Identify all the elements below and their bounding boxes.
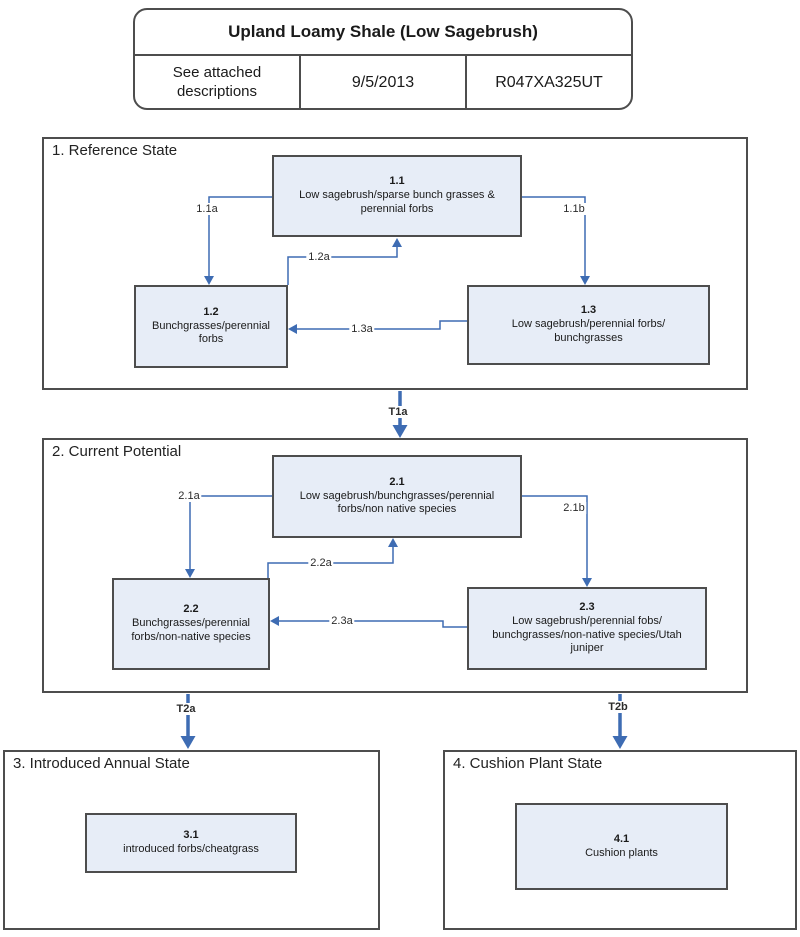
page-title: Upland Loamy Shale (Low Sagebrush): [135, 10, 631, 56]
state-box-1-3: [467, 285, 710, 365]
state-box-2-2: [112, 578, 270, 670]
section-label-2: 2. Current Potential: [52, 443, 182, 460]
state-box-2-3-text: Low sagebrush/perennial fobs/ bunchgrasses/non-native species/Utah juniper: [492, 614, 682, 655]
state-box-1-1: [272, 155, 522, 237]
state-box-2-3-id: 2.3: [579, 601, 595, 613]
state-box-1-1-text: Low sagebrush/sparse bunch grasses & perennial forbs: [299, 189, 495, 215]
state-box-4-1: [515, 803, 728, 890]
pathway-label-2-1b: 2.1b: [563, 502, 585, 514]
state-box-1-3-text: Low sagebrush/perennial forbs/ bunchgrasses: [511, 318, 666, 344]
state-box-1-1-id: 1.1: [389, 175, 405, 188]
pathway-label-2-2a: 2.2a: [310, 557, 332, 569]
pathway-label-1-1a: 1.1a: [196, 203, 218, 215]
state-box-3-1-text: introduced forbs/cheatgrass: [123, 843, 259, 855]
pathway-label-1-3a: 1.3a: [351, 323, 373, 335]
state-box-2-1-text: Low sagebrush/bunchgrasses/perennial forbs/non native species: [299, 489, 495, 516]
state-box-4-1-text: Cushion plants: [585, 846, 658, 859]
section-label-3: 3. Introduced Annual State: [13, 755, 190, 772]
state-box-2-2-id: 2.2: [183, 603, 199, 616]
state-box-2-3: [467, 587, 707, 670]
state-box-3-1-id: 3.1: [183, 829, 199, 842]
header-cell-date: 9/5/2013: [299, 56, 465, 110]
transition-label-T2a: T2a: [176, 703, 196, 715]
state-box-2-1: [272, 455, 522, 538]
state-box-1-2-id: 1.2: [203, 305, 219, 318]
pathway-label-2-3a: 2.3a: [331, 615, 353, 627]
state-box-1-2-text: Bunchgrasses/perennial forbs: [151, 319, 271, 346]
state-box-3-1: [85, 813, 297, 873]
header-cell-descriptions: See attached descriptions: [172, 64, 262, 100]
transition-label-T2b: T2b: [608, 701, 628, 713]
section-label-1: 1. Reference State: [52, 142, 178, 159]
state-box-1-2: [134, 285, 288, 368]
pathway-label-1-1b: 1.1b: [563, 203, 585, 215]
header-cell-site-id: R047XA325UT: [465, 56, 631, 110]
state-box-2-2-text: Bunchgrasses/perennial forbs/non-native species: [131, 617, 251, 643]
pathway-label-2-1a: 2.1a: [178, 490, 200, 502]
pathway-label-1-2a: 1.2a: [308, 251, 330, 263]
transition-label-T1a: T1a: [388, 406, 408, 418]
state-box-1-3-id: 1.3: [580, 304, 597, 317]
state-box-2-1-id: 2.1: [389, 475, 405, 488]
state-box-4-1-id: 4.1: [613, 832, 630, 845]
section-label-4: 4. Cushion Plant State: [453, 755, 603, 772]
